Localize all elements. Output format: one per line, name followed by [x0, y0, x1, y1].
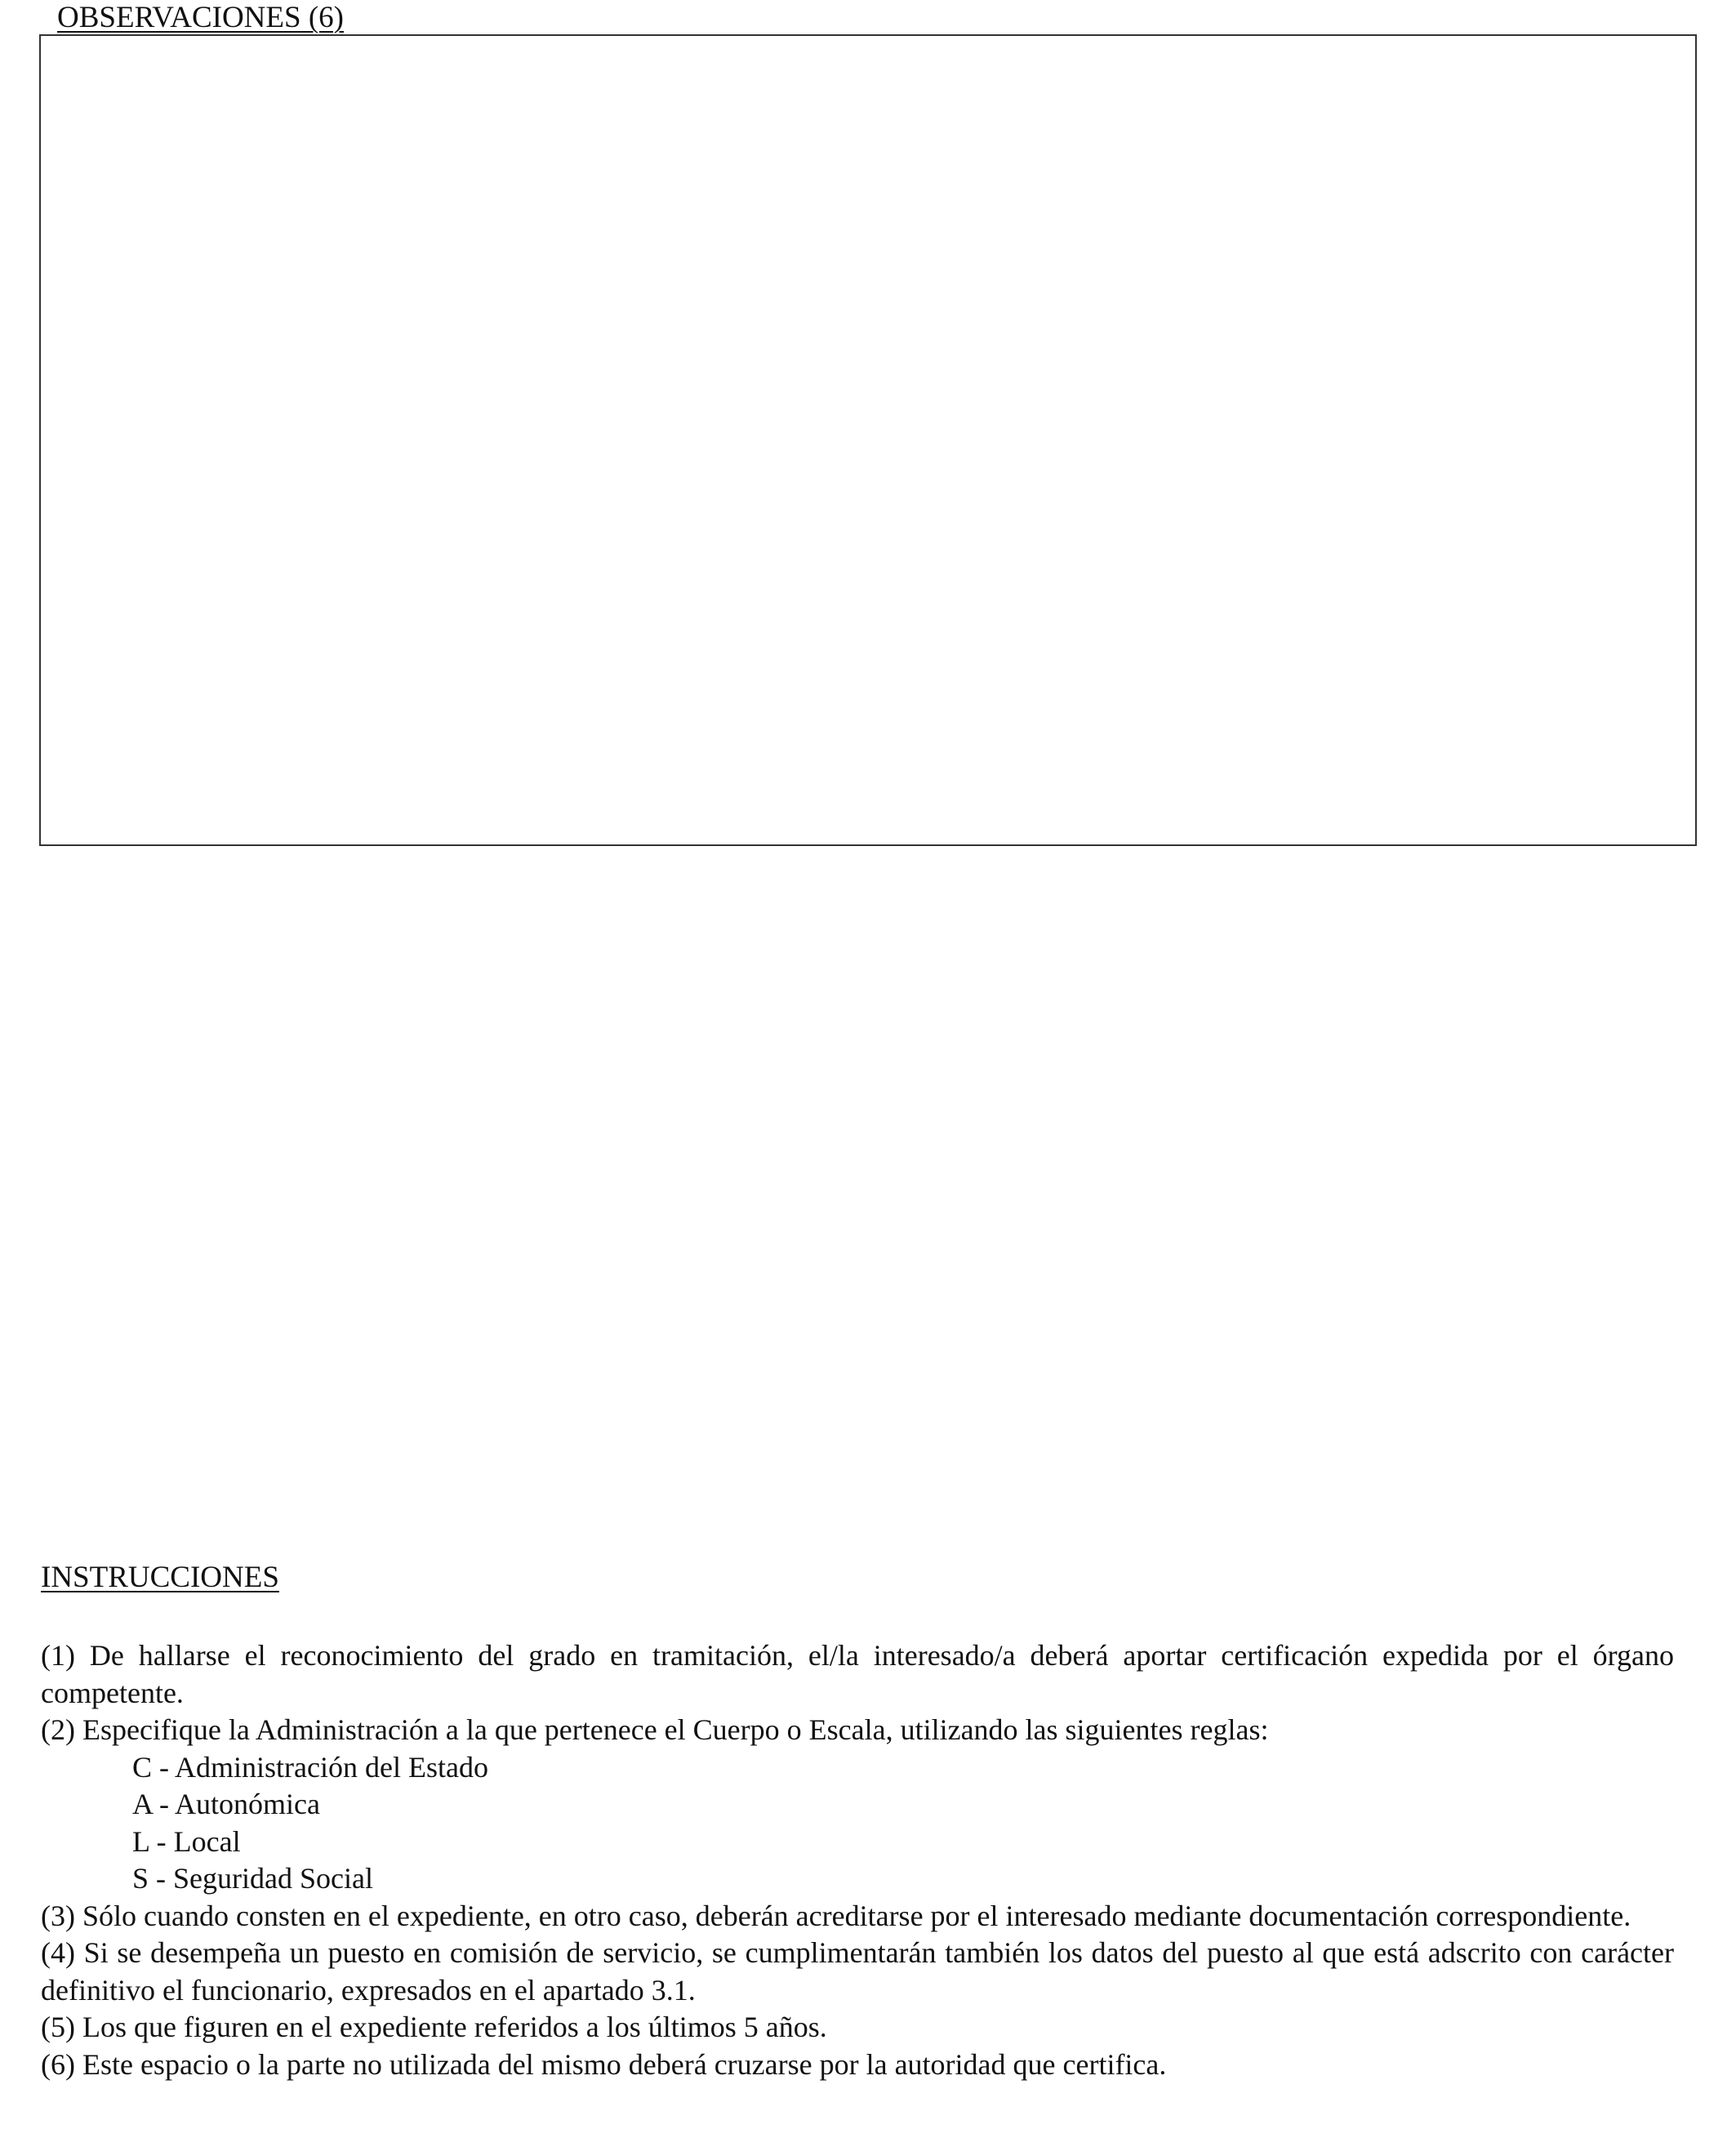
instruction-note-5: (5) Los que figuren en el expediente referidos a los últimos 5 años. — [41, 2011, 827, 2043]
administration-code-s: S - Seguridad Social — [132, 1862, 373, 1895]
administration-code-c: C - Administración del Estado — [132, 1750, 488, 1784]
instruction-note-6: (6) Este espacio o la parte no utilizada del mismo deberá cruzarse por la autoridad que certifica. — [41, 2047, 1167, 2081]
instrucciones-title: INSTRUCCIONES — [41, 1561, 279, 1594]
instruction-note-3: (3) Sólo cuando consten en el expediente, en otro caso, deberán acreditarse por el interesado mediante documentación correspondiente. — [41, 1899, 1631, 1932]
administration-code-l: L - Local — [132, 1824, 241, 1858]
instruction-note-4: (4) Si se desempeña un puesto en comisión de servicio, se cumplimentarán también los datos del puesto al que está adscrito con carácter definitivo el funcionario, expresados en el apartado 3.1. — [41, 1936, 1674, 2007]
instrucciones-list — [41, 1637, 1674, 2083]
instruction-note-1: (1) De hallarse el reconocimiento del grado en tramitación, el/la interesado/a deberá aportar certificación expedida por el órgano competente. — [41, 1639, 1674, 1709]
observaciones-title: OBSERVACIONES (6) — [57, 1, 344, 34]
administration-code-a: A - Autonómica — [132, 1788, 320, 1820]
instruction-note-2: (2) Especifique la Administración a la que pertenece el Cuerpo o Escala, utilizando las siguientes reglas: — [41, 1713, 1269, 1746]
observaciones-box — [39, 34, 1697, 846]
